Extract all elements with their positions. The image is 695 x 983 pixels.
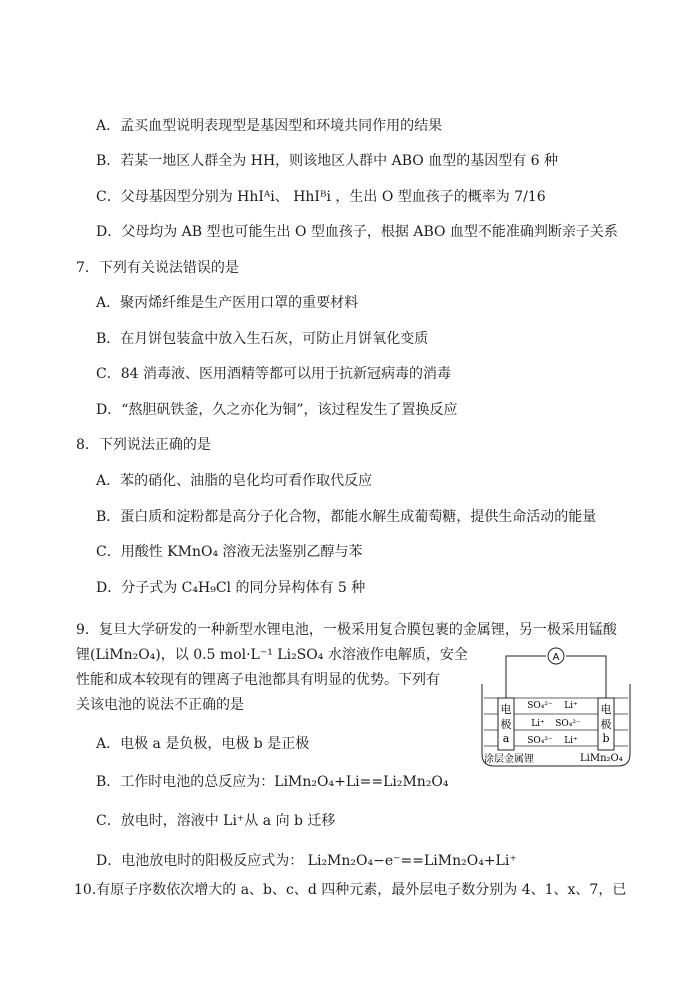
q7-option-a: A．聚丙烯纤维是生产医用口罩的重要材料 <box>96 295 359 311</box>
q7-option-d: D．“熬胆矾铁釜，久之亦化为铜”，该过程发生了置换反应 <box>96 402 458 418</box>
ion-lithium-1: Li⁺ <box>564 701 578 711</box>
ion-lithium-3: Li⁺ <box>564 736 578 746</box>
q6-option-d: D．父母均为 AB 型也可能生出 O 型血孩子，根据 ABO 血型不能准确判断亲子关系 <box>96 224 618 240</box>
q9-option-a: A．电极 a 是负极，电极 b 是正极 <box>96 736 310 752</box>
q8-option-a: A．苯的硝化、油脂的皂化均可看作取代反应 <box>96 473 373 489</box>
q8-stem: 8．下列说法正确的是 <box>76 437 211 453</box>
battery-diagram <box>476 642 636 770</box>
q6-option-a: A．孟买血型说明表现型是基因型和环境共同作用的结果 <box>96 118 443 134</box>
q8-option-c: C．用酸性 KMnO₄ 溶液无法鉴别乙醇与苯 <box>96 544 363 560</box>
q7-stem: 7．下列有关说法错误的是 <box>76 260 239 276</box>
q6-option-b: B．若某一地区人群全为 HH，则该地区人群中 ABO 血型的基因型有 6 种 <box>96 153 558 169</box>
q9-option-c: C．放电时，溶液中 Li⁺从 a 向 b 迁移 <box>96 813 336 829</box>
q8-option-b: B．蛋白质和淀粉都是高分子化合物，都能水解生成葡萄糖，提供生命活动的能量 <box>96 509 597 525</box>
q8-option-d: D．分子式为 C₄H₉Cl 的同分异构体有 5 种 <box>96 580 366 596</box>
ion-sulfate-1: SO₄²⁻ <box>527 701 553 711</box>
q9-option-b: B．工作时电池的总反应为：LiMn₂O₄+Li==Li₂Mn₂O₄ <box>96 774 449 790</box>
q9-option-d: D．电池放电时的阳极反应式为： Li₂Mn₂O₄−e⁻==LiMn₂O₄+Li⁺ <box>96 853 517 869</box>
ion-sulfate-3: SO₄²⁻ <box>527 736 553 746</box>
q9-stem-line-4: 关该电池的说法不正确的是 <box>76 697 244 713</box>
electrode-b-char-1: 电 <box>600 703 612 716</box>
q7-option-c: C．84 消毒液、医用酒精等都可以用于抗新冠病毒的消毒 <box>96 366 451 382</box>
electrode-a-char-1: 电 <box>500 703 512 716</box>
q7-option-b: B．在月饼包装盒中放入生石灰，可防止月饼氧化变质 <box>96 331 429 347</box>
electrode-b-char-2: 极 <box>600 718 612 731</box>
q9-stem-line-1: 9．复旦大学研发的一种新型水锂电池，一极采用复合膜包裹的金属锂，另一极采用锰酸 <box>76 622 617 638</box>
electrode-a-char-3: a <box>502 732 510 745</box>
label-coated-lithium: 涂层金属锂 <box>484 754 534 765</box>
q10-stem: 10.有原子序数依次增大的 a、b、c、d 四种元素，最外层电子数分别为 4、1、x、7，已 <box>74 882 627 898</box>
q6-option-c: C．父母基因型分别为 HhIᴬi、 HhIᴮi ，生出 O 型血孩子的概率为 7/16 <box>96 189 546 205</box>
q9-stem-line-3: 性能和成本较现有的锂离子电池都具有明显的优势。下列有 <box>76 672 440 688</box>
label-limn2o4: LiMn₂O₄ <box>580 753 623 764</box>
ion-sulfate-2: SO₄²⁻ <box>555 719 581 729</box>
electrode-b-char-3: b <box>602 732 610 745</box>
q9-stem-line-2: 锂(LiMn₂O₄)，以 0.5 mol·L⁻¹ Li₂SO₄ 水溶液作电解质，安全 <box>76 647 468 663</box>
electrode-a-char-2: 极 <box>500 718 512 731</box>
ion-lithium-2: Li⁺ <box>531 719 545 729</box>
ammeter-label: A <box>552 652 560 663</box>
